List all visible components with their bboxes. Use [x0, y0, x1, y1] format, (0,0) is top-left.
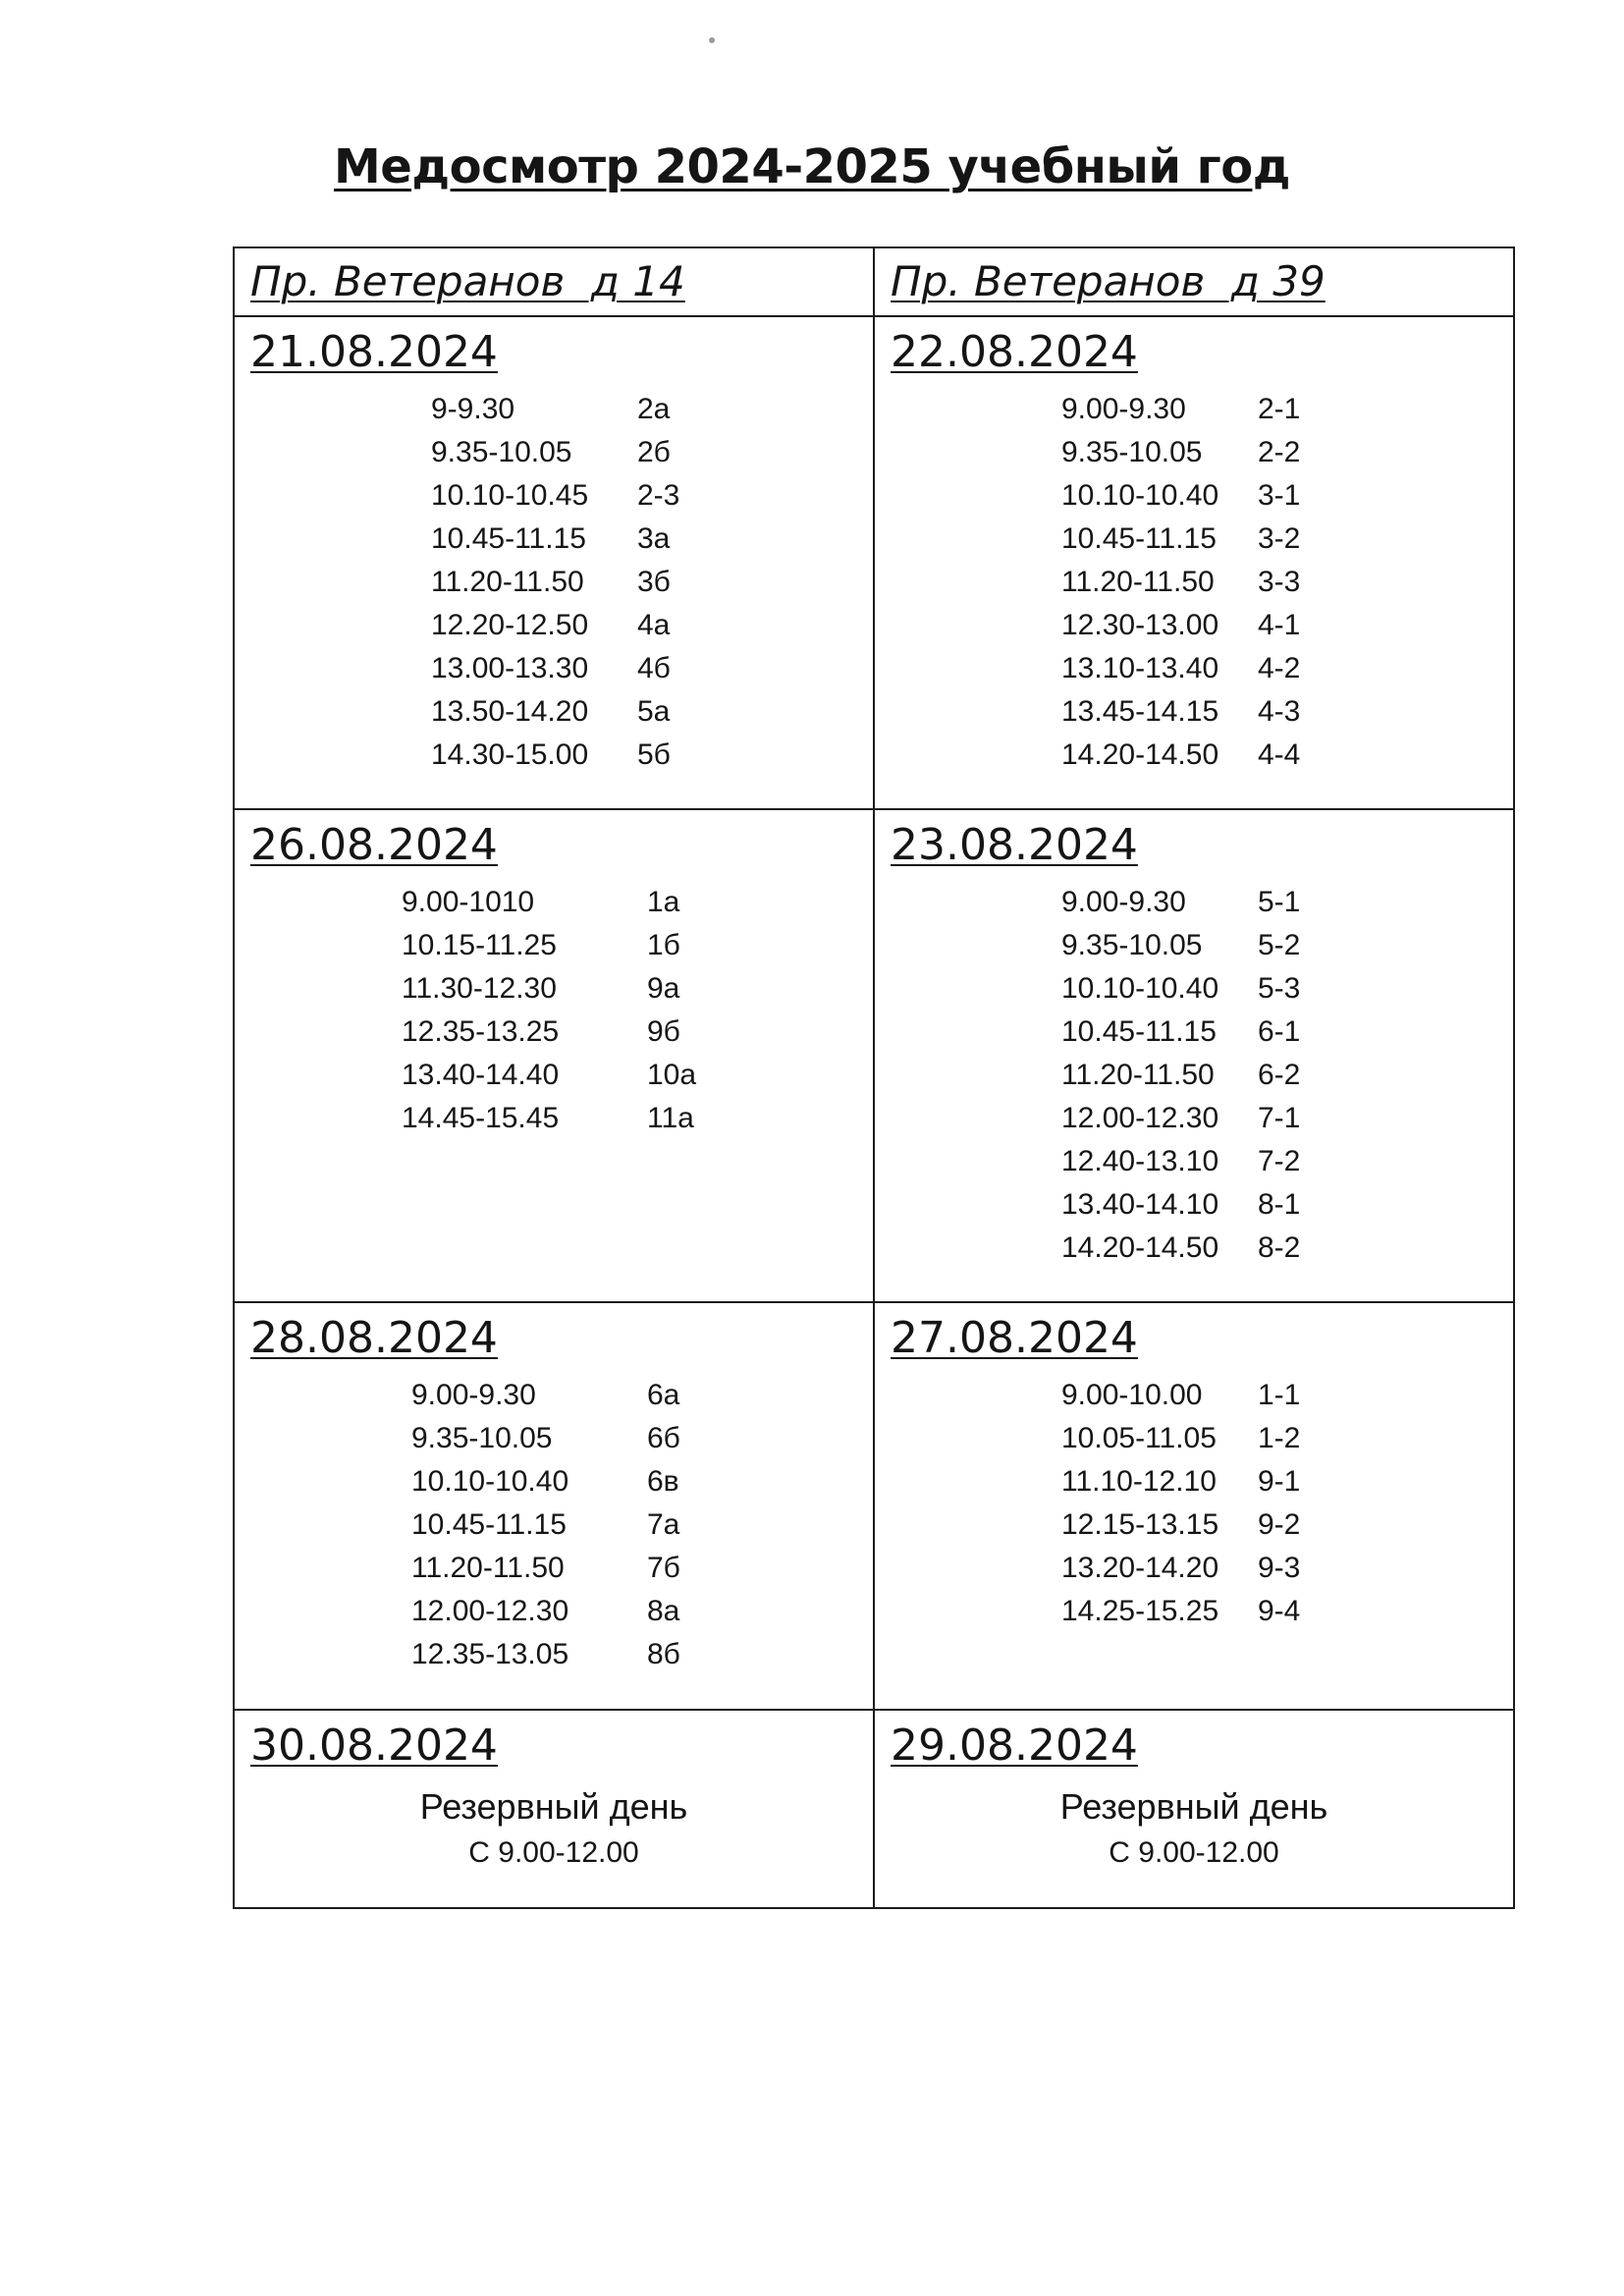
slot-row [1061, 561, 1513, 604]
slot-row [1061, 1547, 1513, 1590]
slot-time: 10.10-10.45 [431, 479, 589, 512]
scan-speck [709, 37, 715, 43]
slot-time: 10.45-11.15 [1061, 1015, 1217, 1048]
slot-row [1061, 431, 1513, 474]
slot-row [431, 474, 873, 518]
slot-class: 3б [637, 566, 671, 598]
slot-time: 11.10-12.10 [1061, 1465, 1217, 1498]
slot-class: 2-3 [637, 479, 680, 512]
slot-class: 9-1 [1258, 1465, 1301, 1498]
slot-time: 14.30-15.00 [431, 738, 589, 771]
schedule-row-1 [234, 316, 1514, 809]
slot-time: 9.00-9.30 [1061, 886, 1186, 918]
slot-class: 5б [637, 738, 671, 771]
slot-class: 5-1 [1258, 886, 1301, 918]
reserve-time: С 9.00-12.00 [468, 1836, 639, 1869]
slot-list [875, 881, 1513, 1270]
slot-class: 8а [647, 1595, 680, 1627]
slot-time: 11.20-11.50 [431, 566, 584, 598]
slot-time: 13.50-14.20 [431, 695, 589, 728]
schedule-row-4 [234, 1710, 1514, 1908]
slot-row [1061, 1011, 1513, 1054]
slot-class: 7а [647, 1508, 680, 1541]
slot-class: 4-4 [1258, 738, 1301, 771]
slot-class: 6-1 [1258, 1015, 1301, 1048]
slot-time: 14.45-15.45 [402, 1102, 560, 1134]
slot-row [402, 924, 873, 967]
slot-time: 11.20-11.50 [1061, 566, 1215, 598]
reserve-day [235, 1781, 873, 1874]
page-title [0, 137, 1624, 196]
slot-time: 12.35-13.05 [411, 1638, 569, 1670]
slot-row [411, 1503, 873, 1547]
slot-row [1061, 1227, 1513, 1270]
slot-time: 10.10-10.40 [1061, 972, 1219, 1005]
slot-class: 9б [647, 1015, 680, 1048]
slot-class: 3-2 [1258, 522, 1301, 555]
slot-row [431, 690, 873, 734]
slot-list [875, 1374, 1513, 1633]
day-cell-left-2 [234, 809, 874, 1302]
slot-row [411, 1460, 873, 1503]
slot-time: 10.15-11.25 [402, 929, 557, 961]
slot-row [431, 518, 873, 561]
slot-class: 2-1 [1258, 393, 1301, 425]
slot-time: 9.35-10.05 [1061, 436, 1203, 468]
slot-row [1061, 1374, 1513, 1417]
slot-class: 1б [647, 929, 680, 961]
reserve-label: Резервный день [419, 1786, 688, 1827]
day-cell-left-1 [234, 316, 874, 809]
slot-row [1061, 388, 1513, 431]
slot-time: 12.40-13.10 [1061, 1145, 1219, 1177]
slot-row [1061, 1140, 1513, 1183]
slot-class: 11а [647, 1102, 694, 1134]
slot-time: 10.10-10.40 [1061, 479, 1219, 512]
slot-time: 10.45-11.15 [1061, 522, 1217, 555]
slot-row [431, 431, 873, 474]
slot-class: 4а [637, 609, 671, 641]
slot-time: 13.40-14.10 [1061, 1188, 1219, 1221]
slot-row [411, 1417, 873, 1460]
day-cell-right-4 [874, 1710, 1514, 1908]
page-title-text: Медосмотр 2024-2025 учебный год [334, 139, 1290, 194]
slot-row [411, 1590, 873, 1633]
slot-class: 6а [647, 1379, 680, 1411]
site-header-left: Пр. Ветеранов д 14 [250, 257, 685, 305]
day-date: 21.08.2024 [250, 327, 498, 377]
slot-time: 13.00-13.30 [431, 652, 589, 684]
day-date: 29.08.2024 [891, 1721, 1138, 1771]
slot-time: 9.35-10.05 [431, 436, 572, 468]
day-date: 28.08.2024 [250, 1313, 498, 1363]
slot-row [1061, 474, 1513, 518]
slot-time: 11.20-11.50 [1061, 1059, 1215, 1091]
slot-class: 4-1 [1258, 609, 1301, 641]
slot-list [235, 881, 873, 1140]
slot-row [431, 734, 873, 777]
slot-row [1061, 1503, 1513, 1547]
slot-class: 7-1 [1258, 1102, 1301, 1134]
slot-class: 5-3 [1258, 972, 1301, 1005]
slot-row [431, 647, 873, 690]
day-cell-left-3 [234, 1302, 874, 1710]
slot-class: 6в [647, 1465, 679, 1498]
day-date: 26.08.2024 [250, 820, 498, 870]
slot-class: 8б [647, 1638, 680, 1670]
slot-class: 10а [647, 1059, 697, 1091]
slot-class: 9-2 [1258, 1508, 1301, 1541]
slot-class: 3-1 [1258, 479, 1301, 512]
slot-row [1061, 924, 1513, 967]
slot-time: 10.45-11.15 [411, 1508, 567, 1541]
slot-time: 14.25-15.25 [1061, 1595, 1219, 1627]
slot-row [411, 1547, 873, 1590]
slot-time: 12.00-12.30 [411, 1595, 569, 1627]
slot-class: 6-2 [1258, 1059, 1301, 1091]
slot-row [431, 561, 873, 604]
slot-class: 1-2 [1258, 1422, 1301, 1454]
slot-time: 11.30-12.30 [402, 972, 557, 1005]
slot-class: 5а [637, 695, 671, 728]
slot-class: 5-2 [1258, 929, 1301, 961]
slot-time: 11.20-11.50 [411, 1552, 565, 1584]
day-date: 27.08.2024 [891, 1313, 1138, 1363]
slot-class: 7б [647, 1552, 680, 1584]
slot-class: 2а [637, 393, 671, 425]
slot-time: 9.00-9.30 [411, 1379, 536, 1411]
slot-time: 13.20-14.20 [1061, 1552, 1219, 1584]
slot-class: 8-2 [1258, 1231, 1301, 1264]
slot-row [1061, 734, 1513, 777]
reserve-time: С 9.00-12.00 [1109, 1836, 1279, 1869]
slot-class: 8-1 [1258, 1188, 1301, 1221]
slot-class: 9-4 [1258, 1595, 1301, 1627]
header-row [234, 247, 1514, 316]
slot-time: 13.45-14.15 [1061, 695, 1219, 728]
site-header-right: Пр. Ветеранов д 39 [891, 257, 1326, 305]
slot-row [1061, 1183, 1513, 1227]
schedule-row-2 [234, 809, 1514, 1302]
slot-time: 9.35-10.05 [411, 1422, 553, 1454]
reserve-label: Резервный день [1059, 1786, 1328, 1827]
slot-row [1061, 967, 1513, 1011]
slot-time: 12.15-13.15 [1061, 1508, 1219, 1541]
slot-class: 9а [647, 972, 680, 1005]
slot-list [235, 388, 873, 777]
day-date: 30.08.2024 [250, 1721, 498, 1771]
slot-time: 13.40-14.40 [402, 1059, 560, 1091]
reserve-day [875, 1781, 1513, 1874]
slot-time: 12.00-12.30 [1061, 1102, 1219, 1134]
header-cell-right [874, 247, 1514, 316]
slot-class: 9-3 [1258, 1552, 1301, 1584]
slot-class: 4-2 [1258, 652, 1301, 684]
slot-time: 9.00-9.30 [1061, 393, 1186, 425]
slot-row [1061, 518, 1513, 561]
slot-row [431, 604, 873, 647]
slot-class: 2б [637, 436, 671, 468]
slot-row [402, 881, 873, 924]
slot-row [402, 1097, 873, 1140]
slot-time: 14.20-14.50 [1061, 1231, 1219, 1264]
slot-row [411, 1633, 873, 1676]
slot-time: 14.20-14.50 [1061, 738, 1219, 771]
slot-row [402, 1054, 873, 1097]
day-cell-right-1 [874, 316, 1514, 809]
slot-time: 10.05-11.05 [1061, 1422, 1217, 1454]
slot-row [1061, 881, 1513, 924]
day-cell-right-3 [874, 1302, 1514, 1710]
slot-class: 2-2 [1258, 436, 1301, 468]
header-cell-left [234, 247, 874, 316]
slot-row [431, 388, 873, 431]
slot-class: 1-1 [1258, 1379, 1301, 1411]
slot-time: 12.35-13.25 [402, 1015, 560, 1048]
slot-row [1061, 1054, 1513, 1097]
slot-class: 4б [637, 652, 671, 684]
slot-row [1061, 1417, 1513, 1460]
slot-time: 10.45-11.15 [431, 522, 586, 555]
slot-row [402, 967, 873, 1011]
slot-class: 4-3 [1258, 695, 1301, 728]
slot-row [1061, 1097, 1513, 1140]
slot-class: 3а [637, 522, 671, 555]
slot-row [411, 1374, 873, 1417]
slot-row [1061, 647, 1513, 690]
slot-time: 12.30-13.00 [1061, 609, 1219, 641]
slot-row [402, 1011, 873, 1054]
slot-time: 13.10-13.40 [1061, 652, 1219, 684]
slot-class: 1а [647, 886, 680, 918]
slot-time: 9-9.30 [431, 393, 515, 425]
slot-row [1061, 1460, 1513, 1503]
slot-row [1061, 1590, 1513, 1633]
slot-class: 7-2 [1258, 1145, 1301, 1177]
schedule-row-3 [234, 1302, 1514, 1710]
day-date: 23.08.2024 [891, 820, 1138, 870]
day-cell-right-2 [874, 809, 1514, 1302]
slot-class: 3-3 [1258, 566, 1301, 598]
slot-class: 6б [647, 1422, 680, 1454]
slot-time: 9.00-10.00 [1061, 1379, 1203, 1411]
day-cell-left-4 [234, 1710, 874, 1908]
slot-time: 12.20-12.50 [431, 609, 589, 641]
slot-row [1061, 690, 1513, 734]
slot-time: 10.10-10.40 [411, 1465, 569, 1498]
slot-list [875, 388, 1513, 777]
slot-time: 9.35-10.05 [1061, 929, 1203, 961]
slot-time: 9.00-1010 [402, 886, 535, 918]
day-date: 22.08.2024 [891, 327, 1138, 377]
slot-row [1061, 604, 1513, 647]
slot-list [235, 1374, 873, 1676]
schedule-table [233, 246, 1515, 1909]
